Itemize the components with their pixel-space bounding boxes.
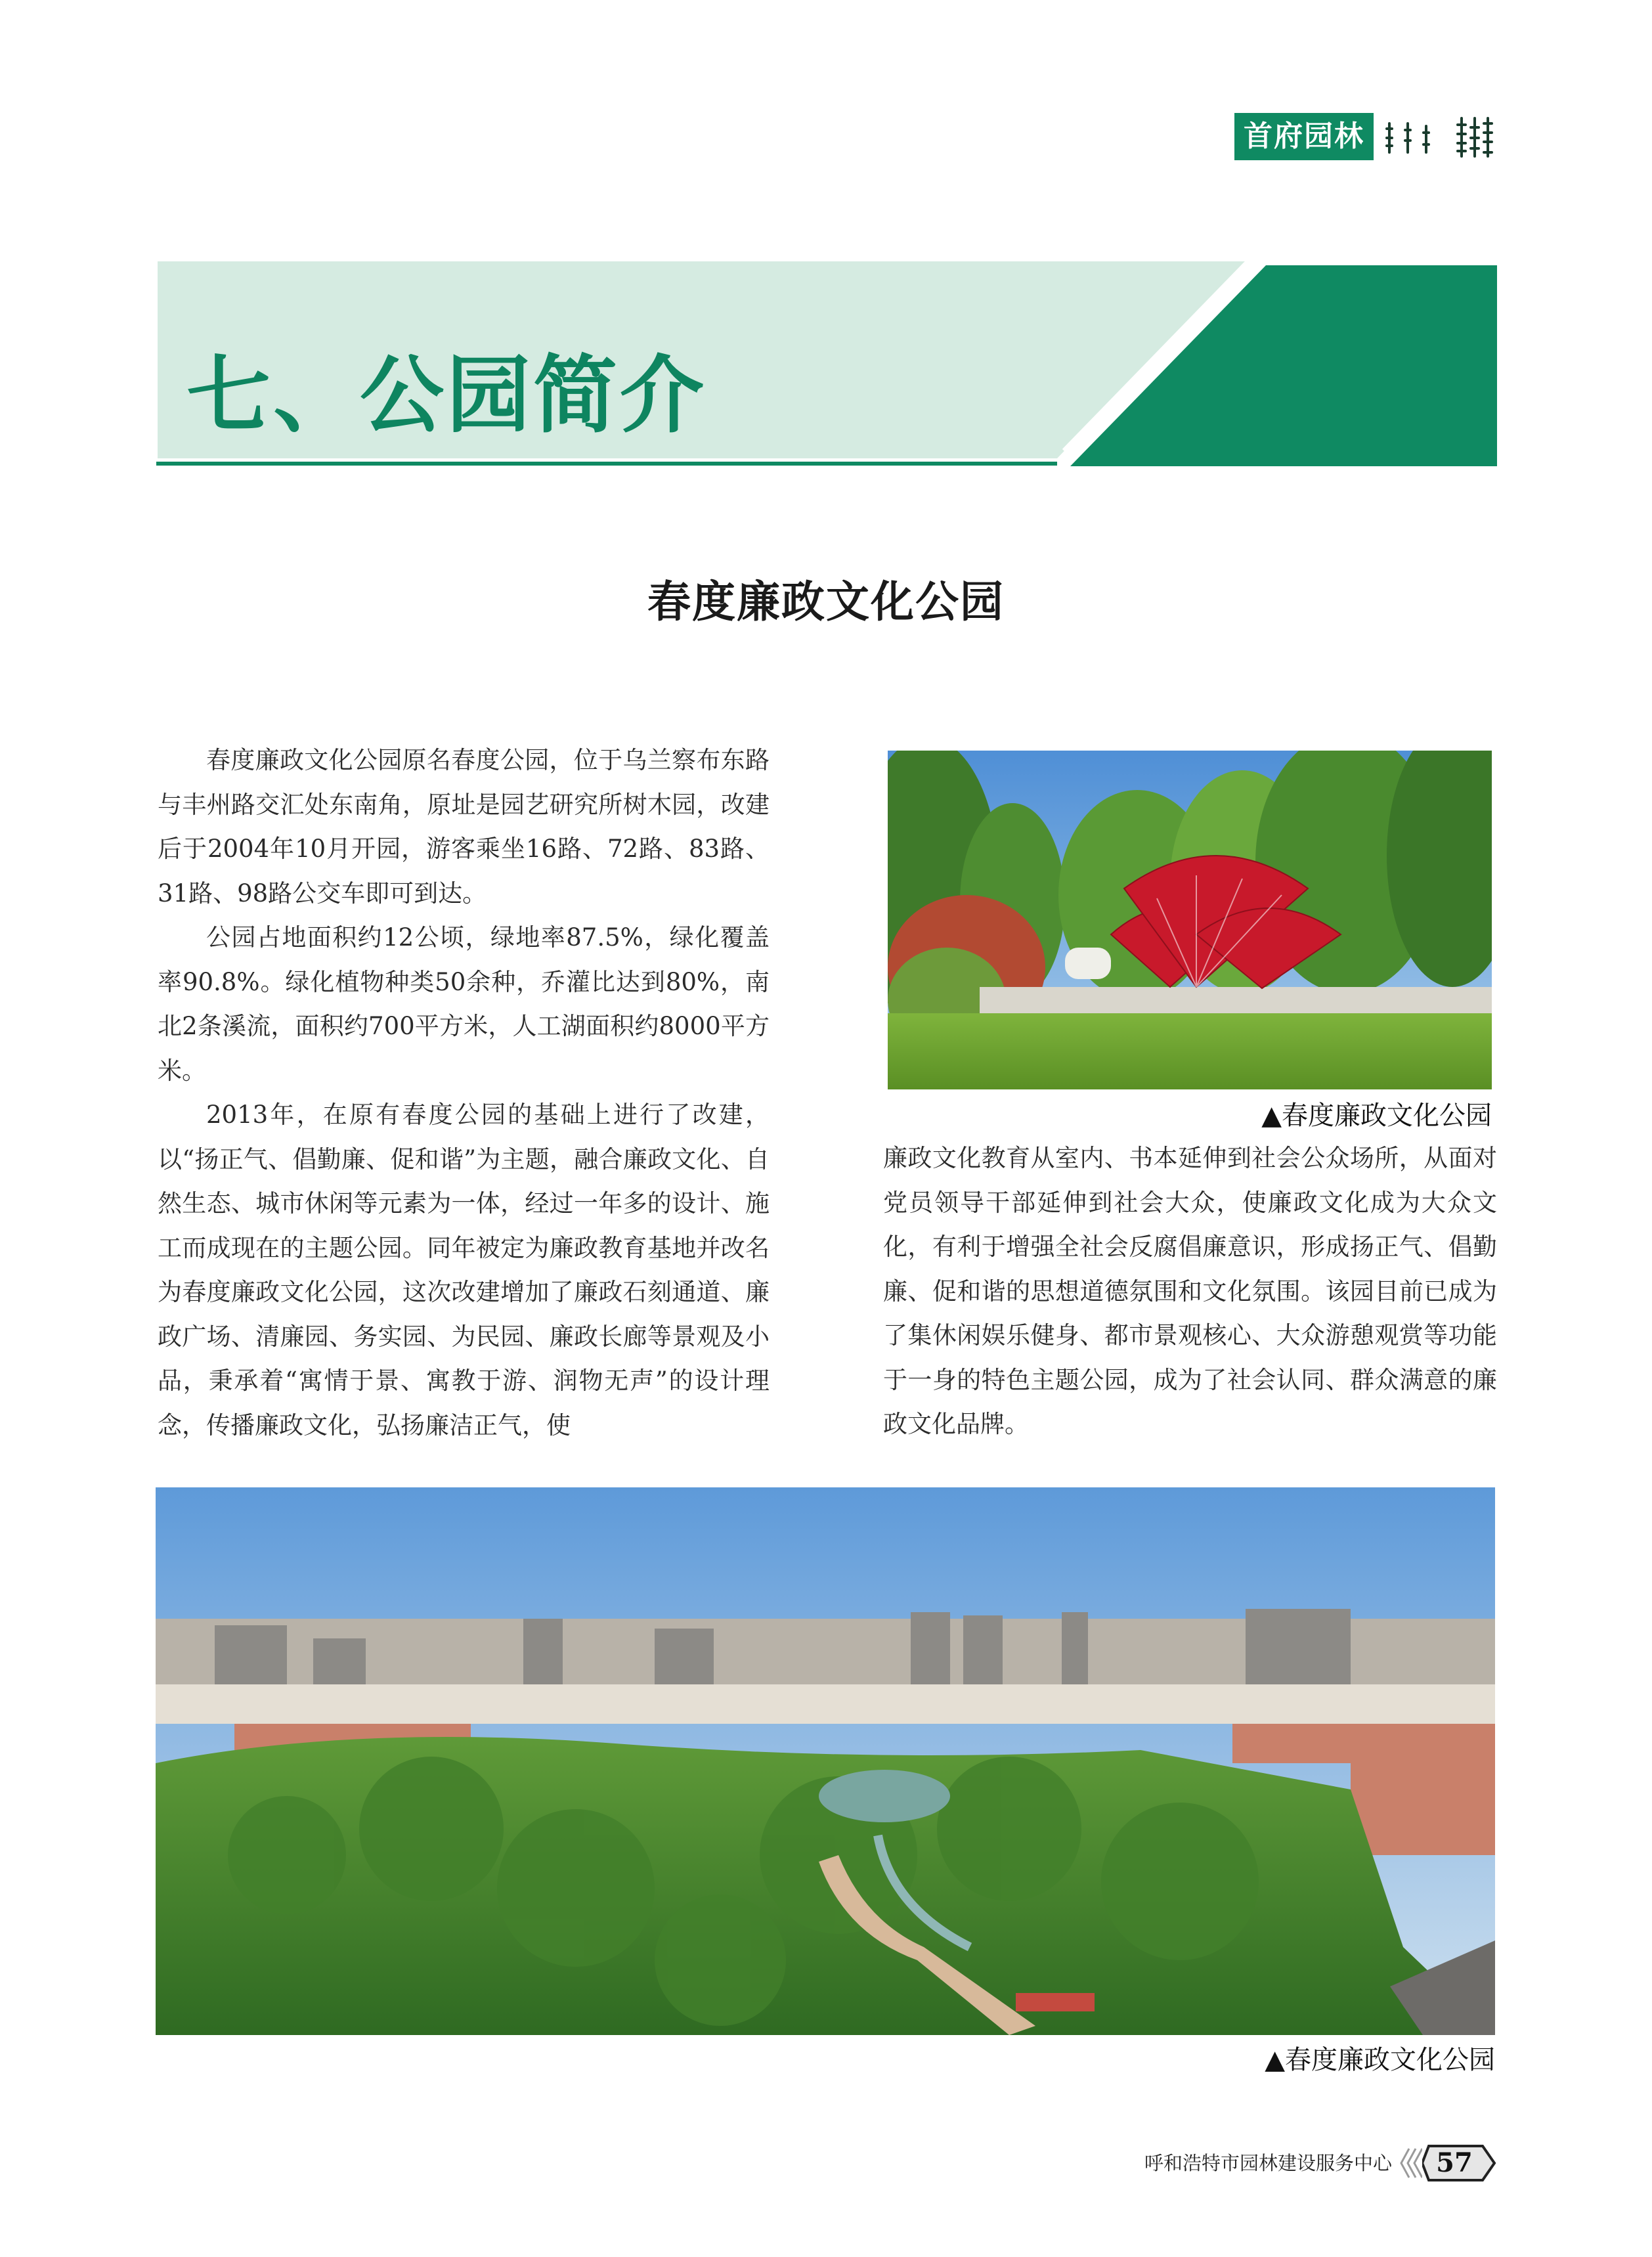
- footer-organization: 呼和浩特市园林建设服务中心: [1144, 2152, 1392, 2174]
- brand-badge: [1234, 113, 1497, 160]
- photo-park-aerial: [156, 1487, 1495, 2035]
- chevron-left-icon: [1399, 2146, 1422, 2180]
- article-text-left: [158, 738, 770, 1447]
- article-title: 春度廉政文化公园: [647, 577, 1005, 627]
- section-banner: [156, 260, 1497, 466]
- photo-fan-sculpture: [888, 751, 1492, 1089]
- brand-label: 首府园林: [1234, 113, 1374, 160]
- page-number-badge: [1422, 2145, 1497, 2181]
- section-title: 七、公园简介: [186, 347, 707, 445]
- paragraph-area: 公园占地面积约12公顷，绿地率87.5%，绿化覆盖率90.8%。绿化植物种类50余种，乔灌比达到80%，南北2条溪流，面积约700平方米，人工湖面积约8000平方米。: [158, 923, 770, 1085]
- paragraph-renovation: 2013年，在原有春度公园的基础上进行了改建，以“扬正气、倡勤廉、促和谐”为主题，融合廉政文化、自然生态、城市休闲等元素为一体，经过一年多的设计、施工而成现在的主题公园。同年被定为廉政教育基地并改名为春度廉政文化公园，这次改建增加了廉政石刻通道、廉政广场、清廉园、务实园、为民园、廉政长廊等景观及小品，秉承着“寓情于景、寓教于游、润物无声”的设计理念，传播廉政文化，弘扬廉洁正气，使: [158, 1101, 770, 1439]
- article-text-right: [883, 1136, 1497, 1447]
- photo1-caption: ▲春度廉政文化公园: [1261, 1101, 1492, 1131]
- page-number: 57: [1436, 2147, 1473, 2178]
- photo2-caption: ▲春度廉政文化公园: [1265, 2045, 1495, 2075]
- paragraph-continuation: 廉政文化教育从室内、书本延伸到社会公众场所，从面对党员领导干部延伸到社会大众，使廉政文化成为大众文化，有利于增强全社会反腐倡廉意识，形成扬正气、倡勤廉、促和谐的思想道德氛围和文化氛围。该园目前已成为了集休闲娱乐健身、都市景观核心、大众游憩观赏等功能于一身的特色主题公园，成为了社会认同、群众满意的廉政文化品牌。: [883, 1144, 1497, 1438]
- mongolian-script-logo: [1383, 116, 1494, 159]
- paragraph-location: 春度廉政文化公园原名春度公园，位于乌兰察布东路与丰州路交汇处东南角，原址是园艺研究所树木园，改建后于2004年10月开园，游客乘坐16路、72路、83路、31路、98路公交车即可到达。: [158, 746, 770, 908]
